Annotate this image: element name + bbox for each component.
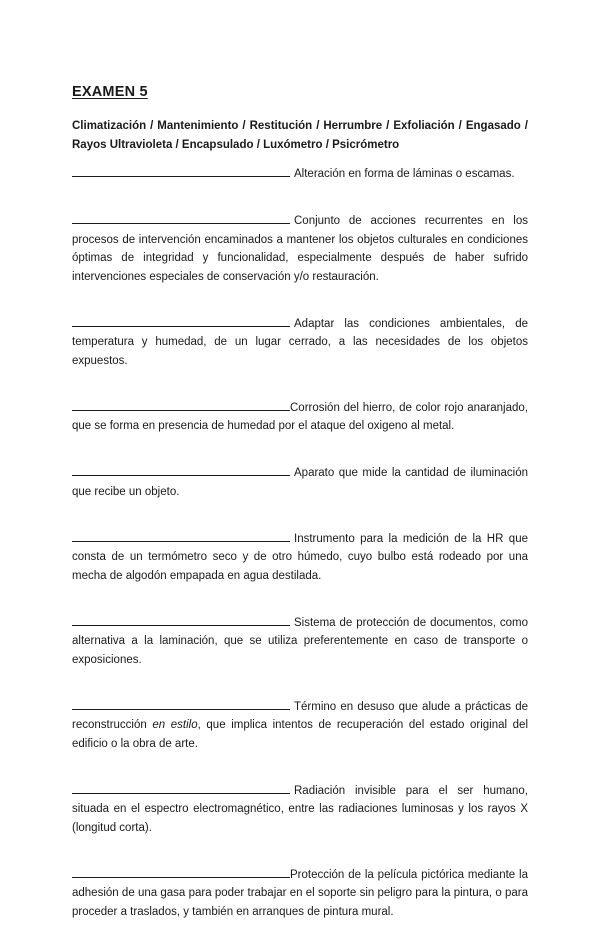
answer-blank[interactable]: [72, 781, 290, 794]
question-definition: Sistema de protección de documentos, como alternativa a la laminación, que se utiliza preferentemente en caso de transporte o exposiciones.: [72, 616, 528, 666]
answer-blank[interactable]: [72, 314, 290, 327]
answer-blank[interactable]: [72, 529, 290, 542]
question-definition: Alteración en forma de láminas o escamas.: [294, 168, 515, 180]
answer-blank[interactable]: [72, 697, 290, 710]
exam-page: [72, 84, 528, 949]
question-definition: Radiación invisible para el ser humano, situada en el espectro electromagnético, entre las radiaciones luminosas y los rayos X (longitud corta).: [72, 784, 528, 834]
question-item: [72, 781, 528, 838]
question-definition-italic: en estilo: [152, 719, 198, 731]
question-item: [72, 398, 528, 436]
answer-blank[interactable]: [72, 398, 290, 411]
question-item: [72, 865, 528, 922]
exam-title: EXAMEN 5: [72, 84, 148, 100]
answer-blank[interactable]: [72, 865, 290, 878]
question-item: [72, 314, 528, 371]
question-definition-end: , que implica intentos de recuperación del estado original del edificio o la obra de arte.: [72, 719, 528, 750]
term-list: Climatización / Mantenimiento / Restitución / Herrumbre / Exfoliación / Engasado / Rayos Ultravioleta / Encapsulado / Luxómetro / Psicrómetro: [72, 120, 528, 151]
answer-blank[interactable]: [72, 463, 290, 476]
question-definition: Aparato que mide la cantidad de iluminación que recibe un objeto.: [72, 467, 528, 498]
question-item: [72, 463, 528, 501]
question-item: [72, 211, 528, 286]
answer-blank[interactable]: [72, 613, 290, 626]
question-definition: Instrumento para la medición de la HR que consta de un termómetro seco y de otro húmedo, cuyo bulbo está rodeado por una mecha de algodón empapada en agua destilada.: [72, 532, 528, 582]
question-definition: Corrosión del hierro, de color rojo anaranjado, que se forma en presencia de humedad por el ataque del oxigeno al metal.: [72, 401, 528, 432]
question-definition-start: Término en desuso que alude a prácticas de reconstrucción: [72, 700, 528, 731]
question-item: [72, 697, 528, 754]
question-item: [72, 164, 528, 184]
question-item: [72, 613, 528, 670]
question-definition: Adaptar las condiciones ambientales, de temperatura y humedad, de un lugar cerrado, a las necesidades de los objetos expuestos.: [72, 317, 528, 367]
answer-blank[interactable]: [72, 211, 290, 224]
answer-blank[interactable]: [72, 164, 290, 177]
question-definition: Protección de la película pictórica mediante la adhesión de una gasa para poder trabajar en el soporte sin peligro para la pintura, o para proceder a traslados, y también en arranques de pintura mural.: [72, 868, 528, 918]
question-definition: Conjunto de acciones recurrentes en los procesos de intervención encaminados a mantener los objetos culturales en condiciones óptimas de integridad y funcionalidad, especialmente después de haber sufrido intervenciones especiales de conservación y/o restauración.: [72, 215, 528, 283]
question-item: [72, 529, 528, 586]
